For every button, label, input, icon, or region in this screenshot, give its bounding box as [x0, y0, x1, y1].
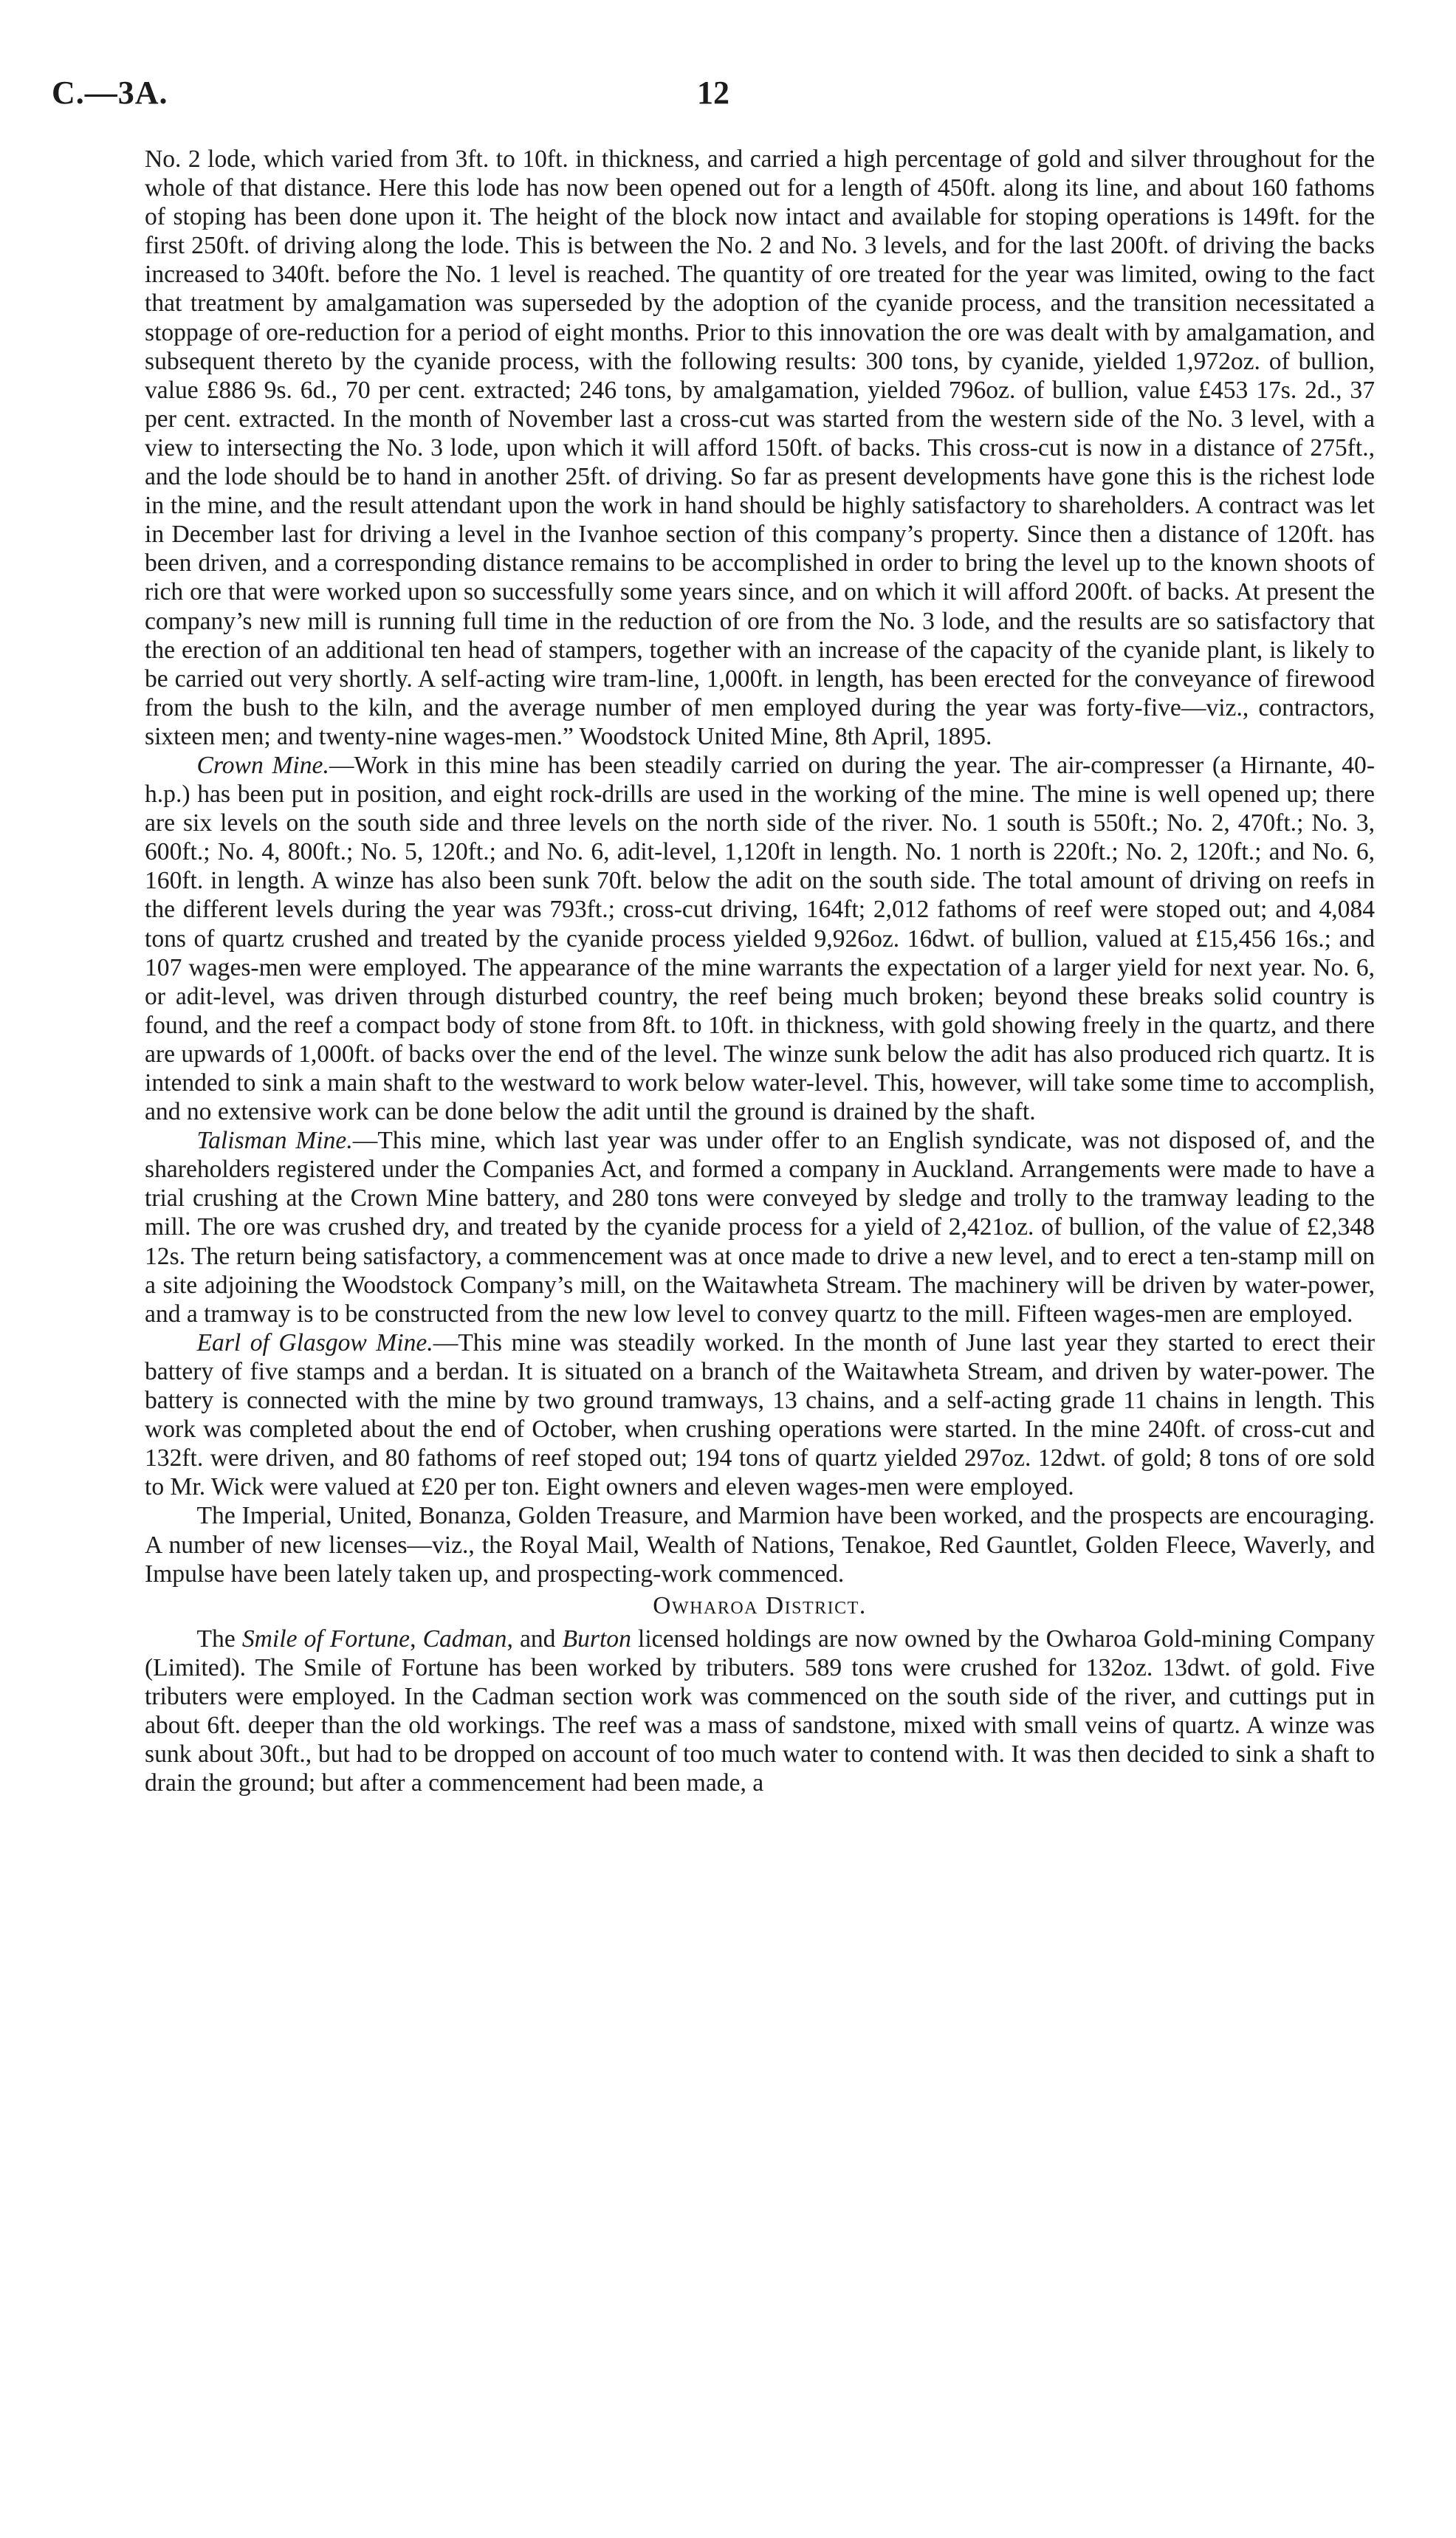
holding-name: Smile of Fortune: [241, 1625, 411, 1653]
paragraph-text: —Work in this mine has been steadily carried on during the year. The air-compresser (a Hirnante, 40-h.p.) has been put in position, and eight rock-drills are used in the working of the mine. The mine is well opened up; there are six levels on the south side and three levels on the north side of the river. No. 1 south is 550ft.; No. 2, 470ft.; No. 3, 600ft.; No. 4, 800ft.; No. 5, 120ft.; and No. 6, adit-level, 1,120ft in length. No. 1 north is 220ft.; No. 2, 120ft.; and No. 6, 160ft. in length. A winze has also been sunk 70ft. below the adit on the south side. The total amount of driving on reefs in the different levels during the year was 793ft.; cross-cut driving, 164ft; 2,012 fathoms of reef were stoped out; and 4,084 tons of quartz crushed and treated by the cyanide process yielded 9,926oz. 16dwt. of bullion, valued at £15,456 16s.; and 107 wages-men were employed. The appearance of the mine warrants the expectation of a larger yield for next year. No. 6, or adit-level, was driven through disturbed country, the reef being much broken; beyond these breaks solid country is found, and the reef a compact body of stone from 8ft. to 10ft. in thickness, with gold showing freely in the quartz, and there are upwards of 1,000ft. of backs over the end of the level. The winze sunk below the adit has also produced rich quartz. It is intended to sink a main shaft to the westward to work below water-level. This, however, will take some time to accomplish, and no extensive work can be done below the adit until the ground is drained by the shaft.: [145, 751, 1375, 1126]
woodstock-continued-paragraph: [145, 145, 1375, 751]
separator-text: ,: [410, 1625, 423, 1653]
holding-name: Cadman: [422, 1625, 507, 1653]
separator-text: , and: [506, 1625, 563, 1653]
owharoa-paragraph: [145, 1625, 1375, 1798]
other-mines-paragraph: [145, 1501, 1375, 1588]
holding-name: Burton: [562, 1625, 631, 1653]
paragraph-text: licensed holdings are now owned by the Owharoa Gold-mining Company (Limited). The Smile of Fortune has been worked by tributers. 589 tons were crushed for 132oz. 13dwt. of gold. Five tributers were employed. In the Cadman section work was commenced on the south side of the river, and cuttings put in about 6ft. deeper than the old workings. The reef was a mass of sandstone, mixed with small veins of quartz. A winze was sunk about 30ft., but had to be dropped on account of too much water to contend with. It was then decided to sink a shaft to drain the ground; but after a commencement had been made, a: [145, 1625, 1376, 1797]
talisman-mine-paragraph: [145, 1126, 1375, 1328]
earl-of-glasgow-mine-paragraph: [145, 1328, 1375, 1502]
section-heading: Owharoa District.: [653, 1591, 867, 1619]
page-header: [52, 74, 1375, 126]
page-number: 12: [697, 75, 729, 111]
report-body: [145, 145, 1375, 1797]
paragraph-text: —This mine was steadily worked. In the month of June last year they started to erect their battery of five stamps and a berdan. It is situated on a branch of the Waitawheta Stream, and driven by water-power. The battery is connected with the mine by two ground tramways, 13 chains, and a self-acting grade 11 chains in length. This work was completed about the end of October, when crushing operations were started. In the mine 240ft. of cross-cut and 132ft. were driven, and 80 fathoms of reef stoped out; 194 tons of quartz yielded 297oz. 12dwt. of gold; 8 tons of ore sold to Mr. Wick were valued at £20 per ton. Eight owners and eleven wages-men were employed.: [145, 1328, 1376, 1501]
lead-text: The: [196, 1625, 242, 1653]
mine-title: Talisman Mine.: [196, 1127, 353, 1155]
paragraph-text: The Imperial, United, Bonanza, Golden Treasure, and Marmion have been worked, and the prospects are encouraging. A number of new licenses—viz., the Royal Mail, Wealth of Nations, Tenakoe, Red Gauntlet, Golden Fleece, Waverly, and Impulse have been lately taken up, and prospecting-work commenced.: [145, 1502, 1375, 1588]
paragraph-text: No. 2 lode, which varied from 3ft. to 10ft. in thickness, and carried a high percentage of gold and silver throughout for the whole of that distance. Here this lode has now been opened out for a length of 450ft. along its line, and about 160 fathoms of stoping has been done upon it. The height of the block now intact and available for stoping operations is 149ft. for the first 250ft. of driving along the lode. This is between the No. 2 and No. 3 levels, and for the last 200ft. of driving the backs increased to 340ft. before the No. 1 level is reached. The quantity of ore treated for the year was limited, owing to the fact that treatment by amalgamation was superseded by the adoption of the cyanide process, and the transition necessitated a stoppage of ore-reduction for a period of eight months. Prior to this innovation the ore was dealt with by amalgamation, and subsequent thereto by the cyanide process, with the following results: 300 tons, by cyanide, yielded 1,972oz. of bullion, value £886 9s. 6d., 70 per cent. extracted; 246 tons, by amalgamation, yielded 796oz. of bullion, value £453 17s. 2d., 37 per cent. extracted. In the month of November last a cross-cut was started from the western side of the No. 3 level, with a view to intersecting the No. 3 lode, upon which it will afford 150ft. of backs. This cross-cut is now in a distance of 275ft., and the lode should be to hand in another 25ft. of driving. So far as present developments have gone this is the richest lode in the mine, and the result attendant upon the work in hand should be highly satisfactory to shareholders. A contract was let in December last for driving a level in the Ivanhoe section of this company’s property. Since then a distance of 120ft. has been driven, and a corresponding distance remains to be accomplished in order to bring the level up to the known shoots of rich ore that were worked upon so successfully some years since, and on which it will afford 200ft. of backs. At present the company’s new mill is running full time in the reduction of ore from the No. 3 lode, and the results are so satisfactory that the erection of an additional ten head of stampers, together with an increase of the capacity of the cyanide plant, is likely to be carried out very shortly. A self-acting wire tram-line, 1,000ft. in length, has been erected for the conveyance of firewood from the bush to the kiln, and the average number of men employed during the year was forty-five—viz., contractors, sixteen men; and twenty-nine wages-men.” Woodstock United Mine, 8th April, 1895.: [145, 145, 1375, 750]
paragraph-text: —This mine, which last year was under offer to an English syndicate, was not disposed of, and the shareholders registered under the Companies Act, and formed a company in Auckland. Arrangements were made to have a trial crushing at the Crown Mine battery, and 280 tons were conveyed by sledge and trolly to the tramway leading to the mill. The ore was crushed dry, and treated by the cyanide process for a yield of 2,421oz. of bullion, of the value of £2,348 12s. The return being satisfactory, a commencement was at once made to drive a new level, and to erect a ten-stamp mill on a site adjoining the Woodstock Company’s mill, on the Waitawheta Stream. The machinery will be driven by water-power, and a tramway is to be constructed from the new low level to convey quartz to the mill. Fifteen wages-men are employed.: [145, 1127, 1376, 1328]
mine-title: Crown Mine.: [196, 751, 329, 779]
document-reference: C.—3A.: [52, 75, 168, 111]
mine-title: Earl of Glasgow Mine.: [196, 1328, 433, 1357]
crown-mine-paragraph: [145, 751, 1375, 1126]
